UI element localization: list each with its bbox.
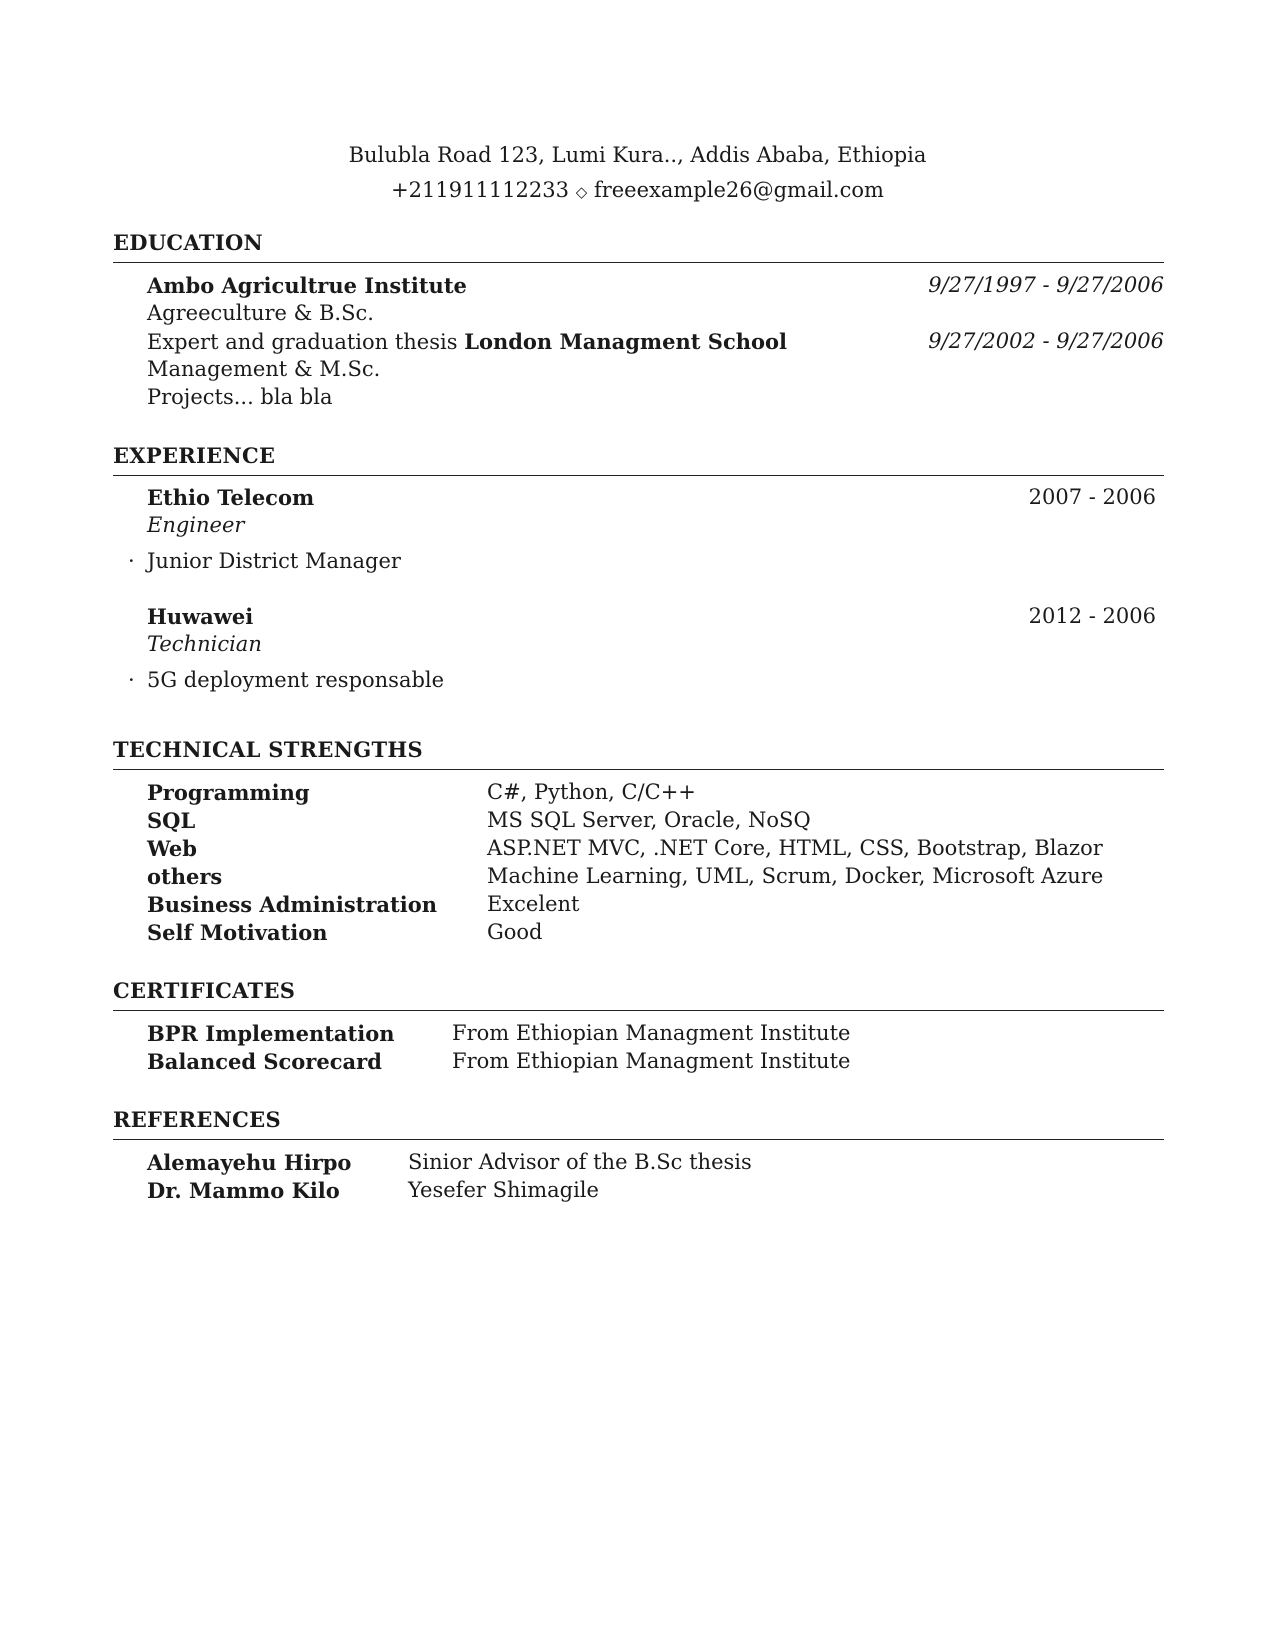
experience-company: Huwawei [147, 604, 254, 629]
education-institution: Ambo Agricultrue Institute [147, 273, 467, 298]
education-rule [113, 262, 1164, 263]
address-line: Bulubla Road 123, Lumi Kura.., Addis Ababa, Ethiopia [348, 143, 927, 167]
experience-heading: EXPERIENCE [113, 443, 276, 468]
skill-value: Machine Learning, UML, Scrum, Docker, Microsoft Azure [487, 864, 1104, 888]
reference-detail: Yesefer Shimagile [408, 1178, 599, 1202]
certificate-label: BPR Implementation [147, 1021, 395, 1046]
skill-label: Self Motivation [147, 920, 328, 945]
skill-value: Good [487, 920, 543, 944]
experience-bullet: Junior District Manager [147, 549, 401, 573]
bullet-dot-icon: · [128, 549, 135, 573]
skill-value: ASP.NET MVC, .NET Core, HTML, CSS, Bootstrap, Blazor [487, 836, 1103, 860]
experience-bullet: 5G deployment responsable [147, 668, 445, 692]
education-degree: Agreeculture & B.Sc. [147, 301, 374, 325]
technical-heading: TECHNICAL STRENGTHS [113, 737, 424, 762]
skill-label: SQL [147, 808, 196, 833]
references-rule [113, 1139, 1164, 1140]
skill-label: Web [147, 836, 197, 861]
experience-years: 2007 - 2006 [1028, 485, 1156, 509]
bullet-dot-icon: · [128, 668, 135, 692]
skill-label: Business Administration [147, 892, 437, 917]
experience-years: 2012 - 2006 [1028, 604, 1156, 628]
education-note: Projects... bla bla [147, 385, 333, 409]
certificate-label: Balanced Scorecard [147, 1049, 382, 1074]
skill-label: others [147, 864, 223, 889]
skill-value: MS SQL Server, Oracle, NoSQ [487, 808, 811, 832]
email-address: freeexample26@gmail.com [593, 178, 884, 202]
reference-detail: Sinior Advisor of the B.Sc thesis [408, 1150, 752, 1174]
technical-rule [113, 769, 1164, 770]
experience-role: Engineer [147, 513, 245, 537]
education-prefix: Expert and graduation thesis [147, 330, 458, 354]
education-degree: Management & M.Sc. [147, 357, 381, 381]
separator-diamond-icon: ◇ [575, 183, 588, 201]
skill-value: Excelent [487, 892, 580, 916]
references-heading: REFERENCES [113, 1107, 281, 1132]
education-entry-line [147, 329, 787, 354]
experience-rule [113, 475, 1164, 476]
certificate-value: From Ethiopian Managment Institute [452, 1049, 851, 1073]
contact-line [0, 178, 1275, 202]
education-heading: EDUCATION [113, 230, 264, 255]
phone-number: +211911112233 [391, 178, 570, 202]
skill-label: Programming [147, 780, 310, 805]
skill-value: C#, Python, C/C++ [487, 780, 696, 804]
education-dates: 9/27/2002 - 9/27/2006 [928, 329, 1164, 353]
certificate-value: From Ethiopian Managment Institute [452, 1021, 851, 1045]
education-institution: London Managment School [464, 329, 787, 354]
reference-name: Alemayehu Hirpo [147, 1150, 352, 1175]
certificates-rule [113, 1010, 1164, 1011]
experience-role: Technician [147, 632, 262, 656]
experience-company: Ethio Telecom [147, 485, 315, 510]
reference-name: Dr. Mammo Kilo [147, 1178, 340, 1203]
certificates-heading: CERTIFICATES [113, 978, 296, 1003]
education-dates: 9/27/1997 - 9/27/2006 [928, 273, 1164, 297]
